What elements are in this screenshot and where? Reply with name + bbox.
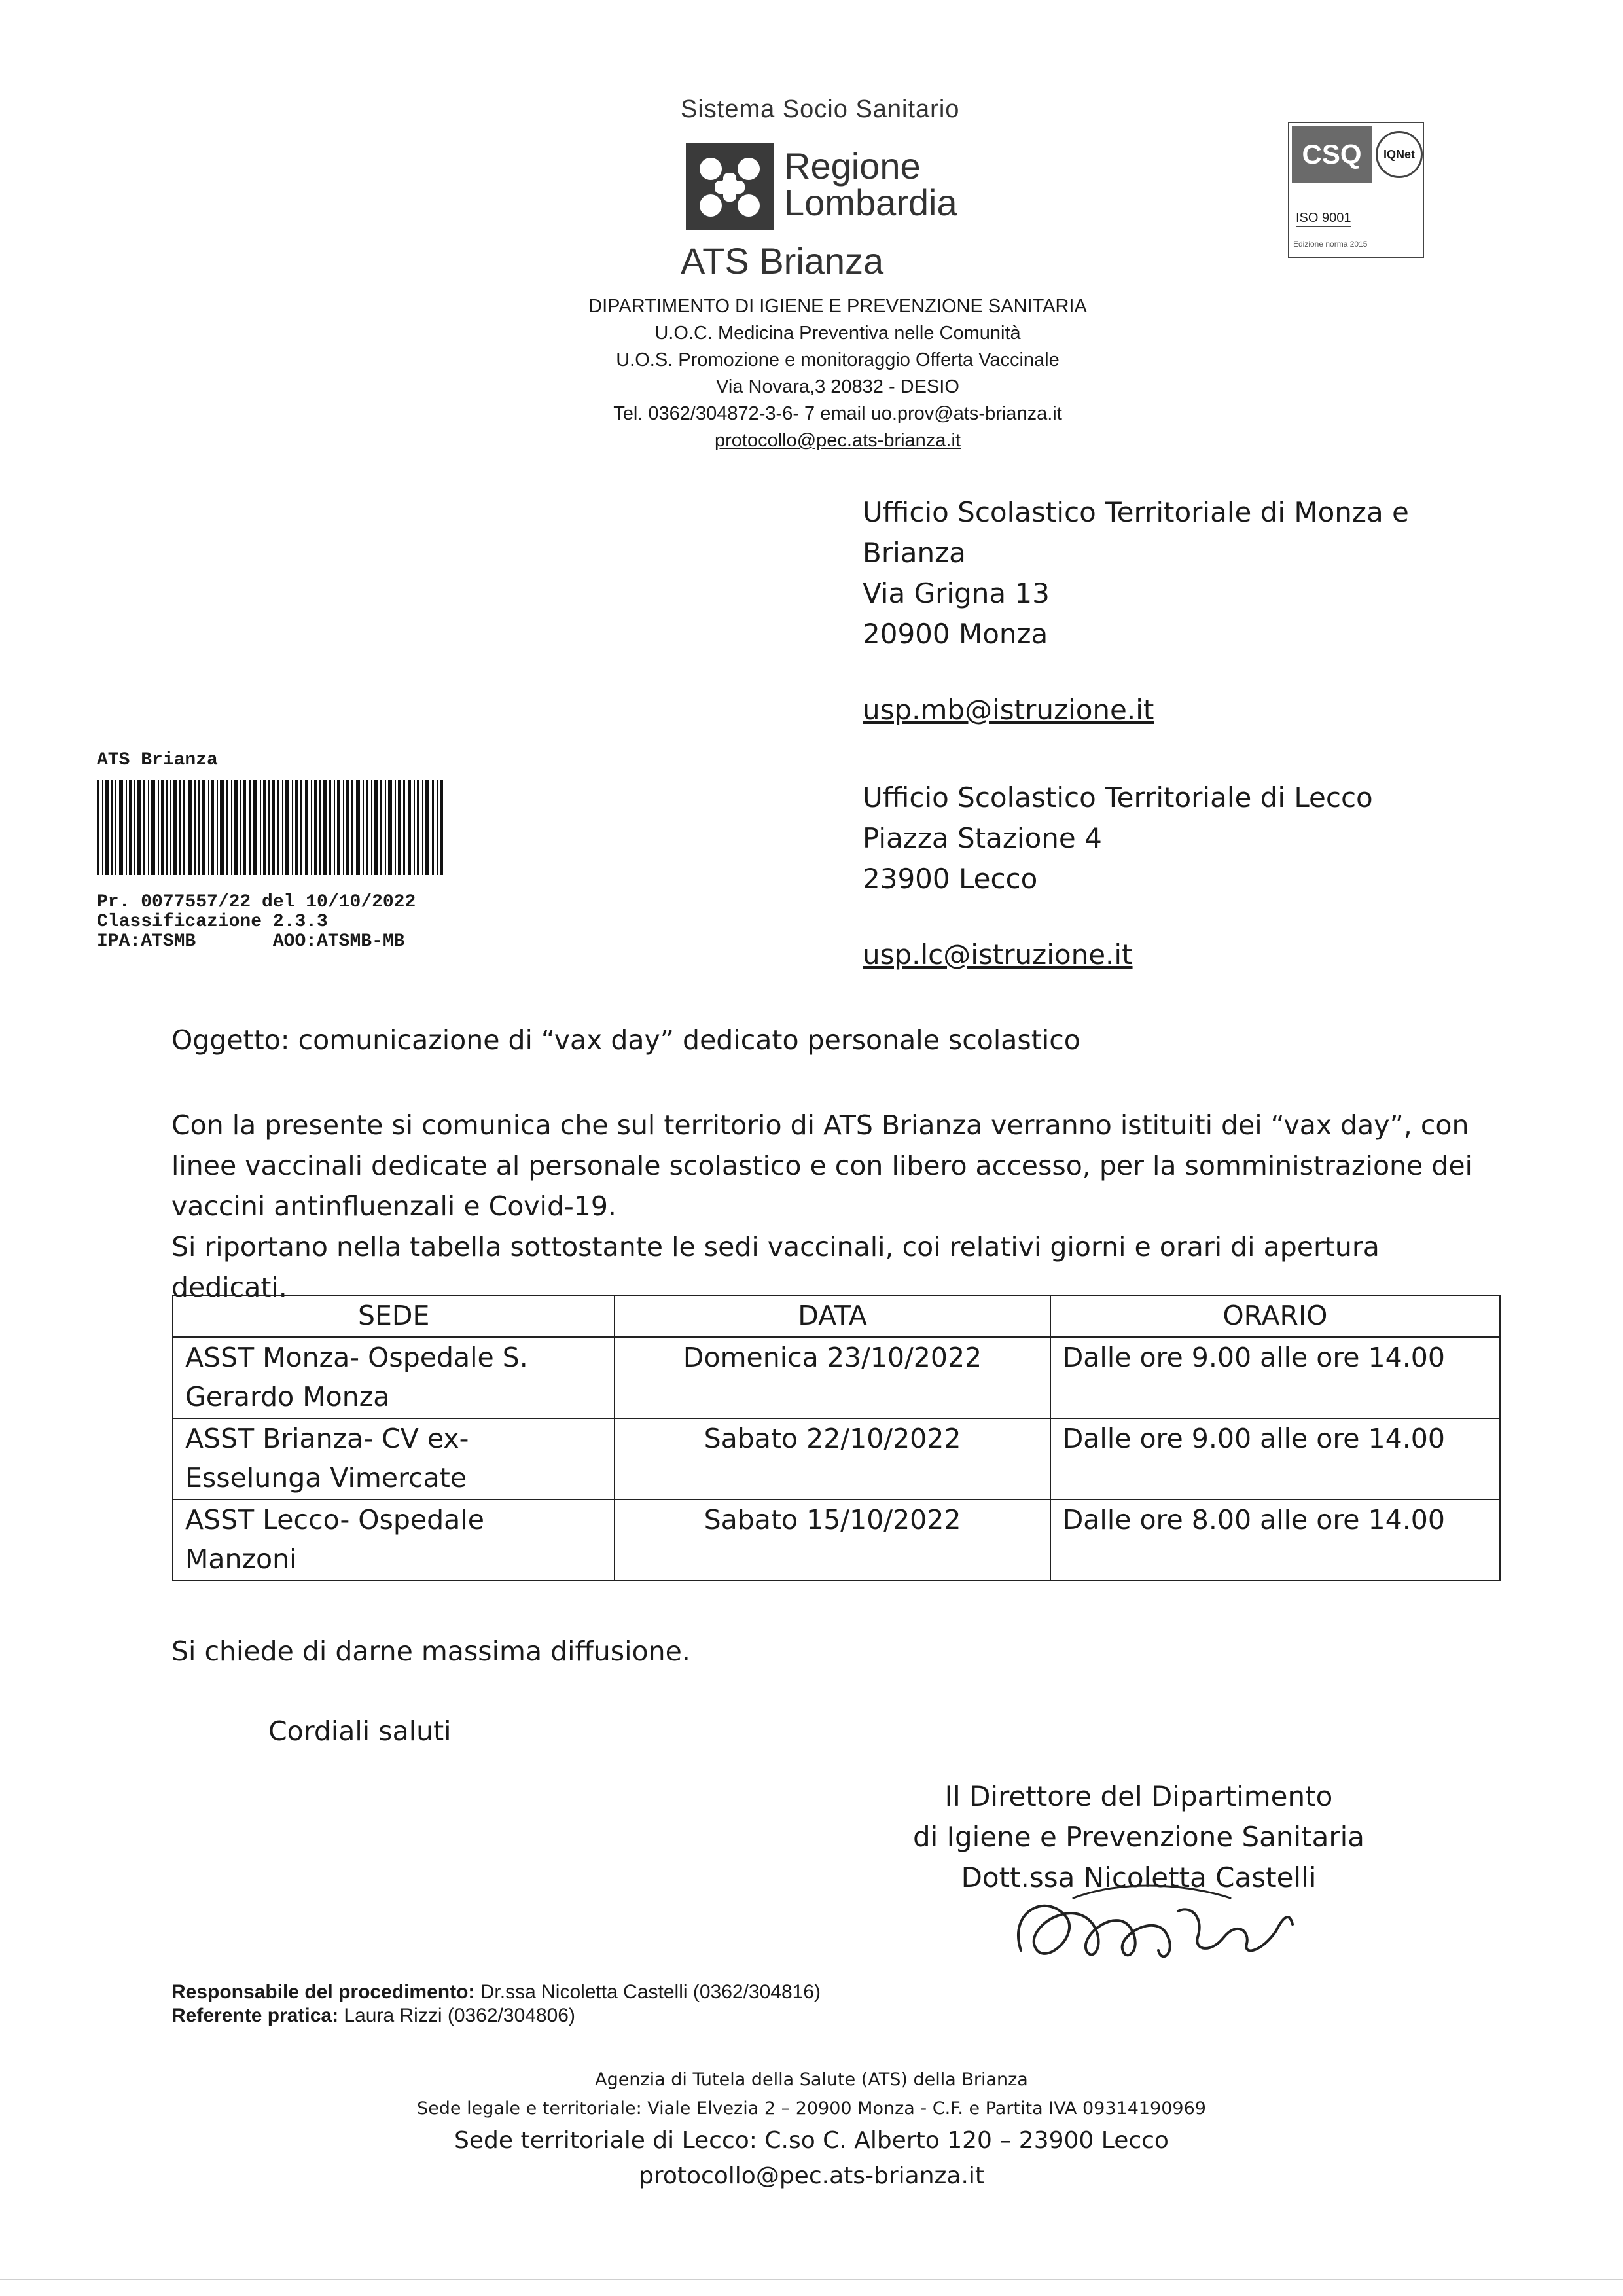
department-line: Via Novara,3 20832 - DESIO xyxy=(716,376,959,397)
table-cell-data: Sabato 15/10/2022 xyxy=(615,1499,1050,1581)
stamp-lines xyxy=(97,893,503,952)
regione-lombardia-wordmark xyxy=(784,145,957,223)
table-header-row xyxy=(173,1295,1500,1337)
referente-value: Laura Rizzi (0362/304806) xyxy=(338,2005,575,2026)
table-header-data: DATA xyxy=(615,1295,1050,1337)
region-line1: Regione xyxy=(784,145,921,187)
greeting: Cordiali saluti xyxy=(268,1715,452,1747)
iso-label: ISO 9001 xyxy=(1296,211,1351,227)
footer-line-3: Sede territoriale di Lecco: C.so C. Alberto 120 – 23900 Lecco xyxy=(454,2127,1169,2154)
table-cell-data: Domenica 23/10/2022 xyxy=(615,1337,1050,1418)
addressee-line: 23900 Lecco xyxy=(863,863,1038,895)
iqnet-seal: IQNet xyxy=(1376,131,1423,178)
letterhead-sistema: Sistema Socio Sanitario xyxy=(681,96,960,123)
table-cell-sede: ASST Monza- Ospedale S. Gerardo Monza xyxy=(173,1337,615,1418)
addressee-line: Via Grigna 13 xyxy=(863,577,1050,609)
pec-link[interactable]: protocollo@pec.ats-brianza.it xyxy=(714,430,961,451)
signature-name: Dott.ssa Nicoletta Castelli xyxy=(961,1861,1317,1893)
table-cell-orario: Dalle ore 8.00 alle ore 14.00 xyxy=(1050,1499,1500,1581)
table-cell-sede: ASST Brianza- CV ex-Esselunga Vimercate xyxy=(173,1418,615,1499)
bottom-rule xyxy=(0,2279,1623,2280)
table-row xyxy=(173,1499,1500,1581)
closing-line: Si chiede di darne massima diffusione. xyxy=(171,1636,690,1667)
department-line: Tel. 0362/304872-3-6- 7 email uo.prov@ats-brianza.it xyxy=(613,403,1062,424)
table-header-sede: SEDE xyxy=(173,1295,615,1337)
csq-logo: CSQ xyxy=(1292,126,1372,183)
rosa-camuna-icon xyxy=(686,143,774,230)
stamp-classification: Classificazione 2.3.3 xyxy=(97,912,328,932)
footer-pec[interactable]: protocollo@pec.ats-brianza.it xyxy=(638,2162,985,2189)
regione-lombardia-logo xyxy=(686,143,774,230)
vaccination-sites-table xyxy=(172,1295,1501,1581)
table-row xyxy=(173,1418,1500,1499)
footer-line-1: Agenzia di Tutela della Salute (ATS) della Brianza xyxy=(595,2070,1028,2090)
addressee-lecco xyxy=(863,778,1373,975)
addressee-line: Ufficio Scolastico Territoriale di Monza e xyxy=(863,496,1409,528)
body-paragraph-1: Con la presente si comunica che sul territorio di ATS Brianza verranno istituiti dei “vax day”, con linee vaccinali dedicate al personale scolastico e con libero accesso, per la somministrazione dei vaccini antinfluenzali e Covid-19. xyxy=(171,1109,1472,1222)
addressee-line: Ufficio Scolastico Territoriale di Lecco xyxy=(863,781,1373,814)
responsabile-value: Dr.ssa Nicoletta Castelli (0362/304816) xyxy=(474,1981,821,2003)
edition-label: Edizione norma 2015 xyxy=(1293,240,1368,249)
region-line2: Lombardia xyxy=(784,182,957,223)
stamp-ipa: IPA:ATSMB AOO:ATSMB-MB xyxy=(97,931,405,952)
stamp-title: ATS Brianza xyxy=(97,750,218,770)
protocol-stamp xyxy=(97,750,503,952)
stamp-protocol-number: Pr. 0077557/22 del 10/10/2022 xyxy=(97,892,416,912)
page-footer xyxy=(288,2066,1335,2194)
footer-line-2: Sede legale e territoriale: Viale Elvezia 2 – 20900 Monza - C.F. e Partita IVA 09314190969 xyxy=(417,2098,1206,2119)
table-header-orario: ORARIO xyxy=(1050,1295,1500,1337)
barcode-icon xyxy=(97,780,444,875)
table-row xyxy=(173,1337,1500,1418)
subject-line: Oggetto: comunicazione di “vax day” dedicato personale scolastico xyxy=(171,1024,1080,1056)
addressee-line: Brianza xyxy=(863,537,966,569)
referente-line xyxy=(171,2004,821,2028)
handwritten-signature xyxy=(995,1872,1309,1983)
addressee-email[interactable]: usp.mb@istruzione.it xyxy=(863,694,1154,726)
responsabile-line xyxy=(171,1981,821,2004)
department-block xyxy=(576,293,1099,454)
department-line: DIPARTIMENTO DI IGIENE E PREVENZIONE SANITARIA xyxy=(588,296,1087,317)
signature-title-2: di Igiene e Prevenzione Sanitaria xyxy=(912,1821,1365,1853)
table-cell-sede: ASST Lecco- Ospedale Manzoni xyxy=(173,1499,615,1581)
department-line: U.O.S. Promozione e monitoraggio Offerta Vaccinale xyxy=(616,350,1060,370)
table-cell-orario: Dalle ore 9.00 alle ore 14.00 xyxy=(1050,1337,1500,1418)
responsible-block xyxy=(171,1981,821,2028)
addressee-line: Piazza Stazione 4 xyxy=(863,822,1102,854)
table-cell-orario: Dalle ore 9.00 alle ore 14.00 xyxy=(1050,1418,1500,1499)
addressee-monza xyxy=(863,492,1409,730)
body-paragraph-2: Si riportano nella tabella sottostante le sedi vaccinali, coi relativi giorni e orari di apertura dedicati. xyxy=(171,1231,1380,1303)
department-line: U.O.C. Medicina Preventiva nelle Comunità xyxy=(654,323,1021,344)
certification-mark xyxy=(1288,122,1424,258)
signature-title-1: Il Direttore del Dipartimento xyxy=(944,1780,1333,1812)
table-cell-data: Sabato 22/10/2022 xyxy=(615,1418,1050,1499)
addressee-line: 20900 Monza xyxy=(863,618,1048,650)
agency-title: ATS Brianza xyxy=(681,240,884,281)
addressee-email[interactable]: usp.lc@istruzione.it xyxy=(863,939,1133,971)
responsabile-label: Responsabile del procedimento: xyxy=(171,1981,475,2003)
referente-label: Referente pratica: xyxy=(171,2005,339,2026)
